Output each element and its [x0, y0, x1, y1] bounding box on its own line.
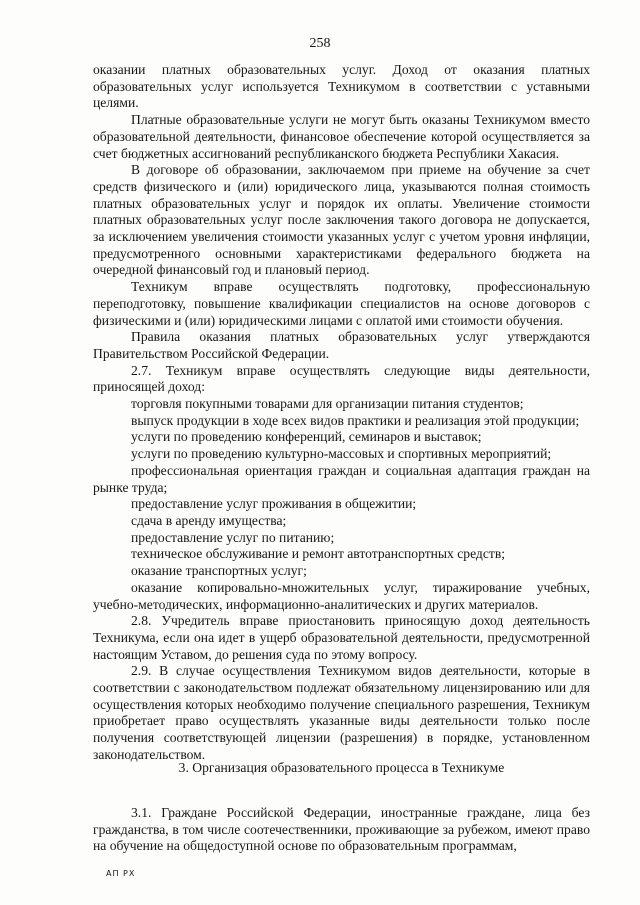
paragraph: предоставление услуг проживания в общежитии;	[131, 496, 417, 512]
section-heading: 3. Организация образовательного процесса в Техникуме	[178, 760, 505, 775]
body-text	[93, 62, 590, 764]
paragraph: сдача в аренду имущества;	[131, 512, 287, 528]
paragraph: 2.8. Учредитель вправе приостановить приносящую доход деятельность Техникума, если она идет в ущерб образовательной деятельности, предусмотренной настоящим Уставом, до решения суда по этому вопросу.	[93, 613, 590, 662]
paragraph: оказание копировально-множительных услуг, тиражирование учебных, учебно-методических, информационно-аналитических и других материалов.	[93, 579, 590, 612]
paragraph: выпуск продукции в ходе всех видов практики и реализация этой продукции;	[131, 412, 580, 428]
archive-stamp: АП РХ	[106, 869, 136, 878]
paragraph: предоставление услуг по питанию;	[131, 529, 335, 545]
paragraph: Техникум вправе осуществлять подготовку, профессиональную переподготовку, повышение квалификации специалистов на основе договоров с физическими и (или) юридическими лицами с оплатой ими стоимости обучения.	[93, 279, 590, 328]
section-text	[93, 805, 590, 855]
paragraph: услуги по проведению конференций, семинаров и выставок;	[131, 429, 482, 445]
paragraph: 2.9. В случае осуществления Техникумом видов деятельности, которые в соответствии с законодательством подлежат обязательному лицензированию или для осуществления которых необходимо получение специального разрешения, Техникум приобретает право осуществлять указанные виды деятельности только после получения соответствующей лицензии (разрешения) в порядке, установленном законодательством.	[93, 663, 590, 762]
paragraph: 2.7. Техникум вправе осуществлять следующие виды деятельности, приносящей доход:	[93, 362, 590, 395]
paragraph: Правила оказания платных образовательных услуг утверждаются Правительством Российской Федерации.	[93, 329, 590, 361]
paragraph: В договоре об образовании, заключаемом при приеме на обучение за счет средств физического и (или) юридического лица, указываются полная стоимость платных образовательных услуг и порядок их оплаты. Увеличение стоимости платных образовательных услуг после заключения такого договора не допускается, за исключением увеличения стоимости указанных услуг с учетом уровня инфляции, предусмотренного основными характеристиками федерального бюджета на очередной финансовый год и плановый период.	[93, 162, 590, 278]
section-paragraph: 3.1. Граждане Российской Федерации, иностранные граждане, лица без гражданства, в том числе соотечественники, проживающие за рубежом, имеют право на обучение на общедоступной основе по образовательным программам,	[93, 805, 590, 854]
paragraph: техническое обслуживание и ремонт автотранспортных средств;	[131, 546, 506, 562]
paragraph: торговля покупными товарами для организации питания студентов;	[131, 396, 524, 412]
page-number: 258	[309, 36, 331, 51]
paragraph: оказание транспортных услуг;	[131, 563, 307, 579]
paragraph: услуги по проведению культурно-массовых и спортивных мероприятий;	[131, 446, 552, 462]
paragraph: Платные образовательные услуги не могут быть оказаны Техникумом вместо образовательной деятельности, финансовое обеспечение которой осуществляется за счет бюджетных ассигнований республиканского бюджета Республики Хакасия.	[93, 112, 590, 161]
paragraph: профессиональная ориентация граждан и социальная адаптация граждан на рынке труда;	[93, 462, 590, 495]
paragraph: оказании платных образовательных услуг. Доход от оказания платных образовательных услуг используется Техникумом в соответствии с уставными целями.	[93, 62, 590, 111]
